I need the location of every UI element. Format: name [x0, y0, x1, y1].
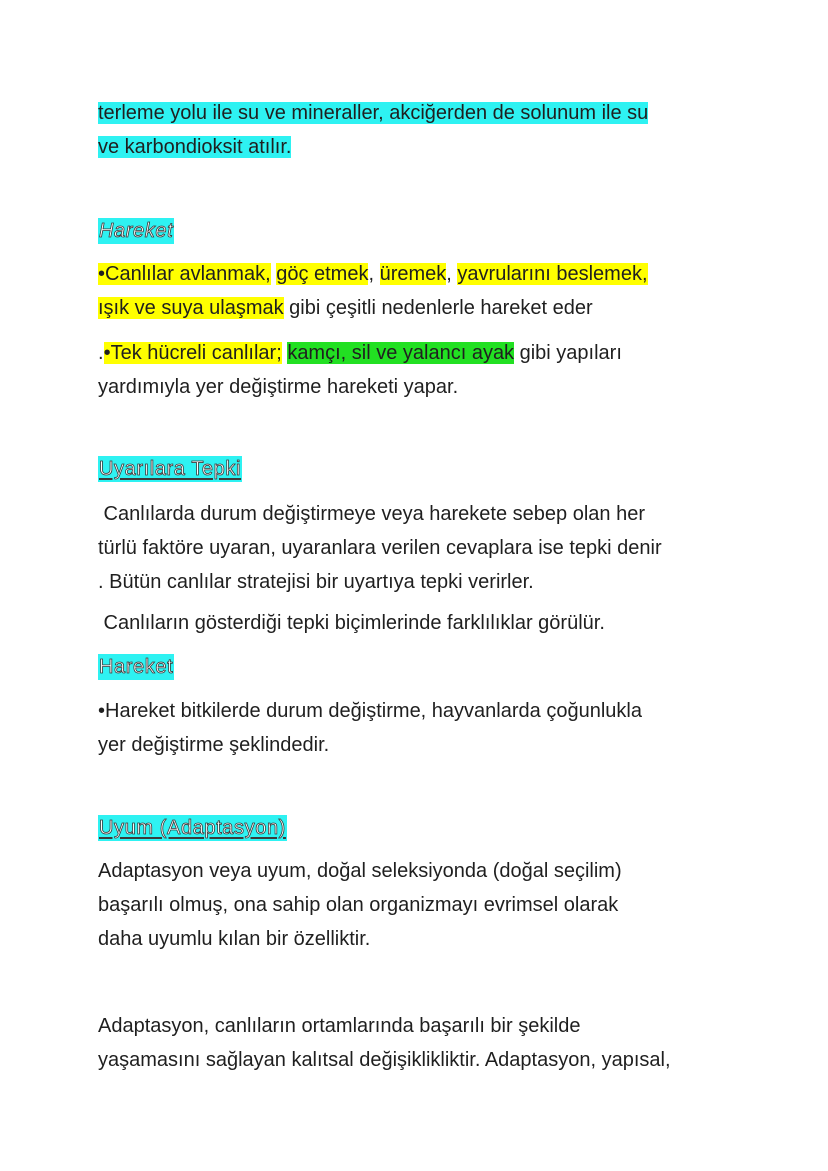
text-line: yer değiştirme şeklindedir.	[98, 734, 330, 756]
paragraph-excretion	[98, 96, 738, 164]
highlighted-text: üremek	[379, 263, 447, 285]
highlighted-text: ışık ve suya ulaşmak	[98, 297, 284, 319]
text: ,	[446, 263, 458, 285]
text: ,	[368, 263, 380, 285]
text-line: Canlılarda durum değiştirmeye veya harekete sebep olan her	[98, 503, 645, 525]
highlighted-text: kamçı, sil ve yalancı ayak	[287, 342, 515, 364]
paragraph-response-differences	[98, 606, 738, 640]
text-line: •Hareket bitkilerde durum değiştirme, hayvanlarda çoğunlukla	[98, 700, 642, 722]
heading-uyum: Uyum (Adaptasyon)	[99, 817, 286, 839]
text-line: yaşamasını sağlayan kalıtsal değişiklikliktir. Adaptasyon, yapısal,	[98, 1049, 671, 1071]
text-line: daha uyumlu kılan bir özelliktir.	[98, 928, 371, 950]
highlighted-text: terleme yolu ile su ve mineraller, akciğerden de solunum ile su	[98, 102, 649, 124]
text: gibi çeşitli nedenlerle hareket eder	[283, 297, 593, 319]
paragraph-stimulus	[98, 497, 738, 599]
text-line: . Bütün canlılar stratejisi bir uyartıya tepki verirler.	[98, 571, 534, 593]
highlighted-text: göç etmek	[276, 263, 369, 285]
text-line: Adaptasyon, canlıların ortamlarında başarılı bir şekilde	[98, 1015, 581, 1037]
paragraph-adaptation-definition	[98, 854, 738, 956]
paragraph-plant-animal-movement	[98, 694, 738, 762]
text-line: Canlıların gösterdiği tepki biçimlerinde farklılıklar görülür.	[98, 612, 605, 634]
text: yardımıyla yer değiştirme hareketi yapar.	[98, 376, 459, 398]
text-line: başarılı olmuş, ona sahip olan organizmayı evrimsel olarak	[98, 894, 619, 916]
text-line: türlü faktöre uyaran, uyaranlara verilen cevaplara ise tepki denir	[98, 537, 662, 559]
heading-uyarilara-tepki: Uyarılara Tepki	[99, 458, 242, 480]
text-line: Adaptasyon veya uyum, doğal seleksiyonda (doğal seçilim)	[98, 860, 622, 882]
heading-hareket: Hareket	[99, 220, 174, 242]
heading-hareket-2: Hareket	[99, 656, 174, 678]
highlighted-text: •Tek hücreli canlılar;	[103, 342, 282, 364]
text: gibi yapıları	[514, 342, 622, 364]
text: .	[98, 342, 104, 364]
paragraph-movement-reasons	[98, 257, 738, 325]
highlighted-text: •Canlılar avlanmak,	[98, 263, 271, 285]
highlighted-text: ve karbondioksit atılır.	[98, 136, 292, 158]
highlighted-text: yavrularını beslemek,	[457, 263, 648, 285]
paragraph-single-cell	[98, 336, 738, 404]
paragraph-adaptation-hereditary	[98, 1009, 738, 1077]
